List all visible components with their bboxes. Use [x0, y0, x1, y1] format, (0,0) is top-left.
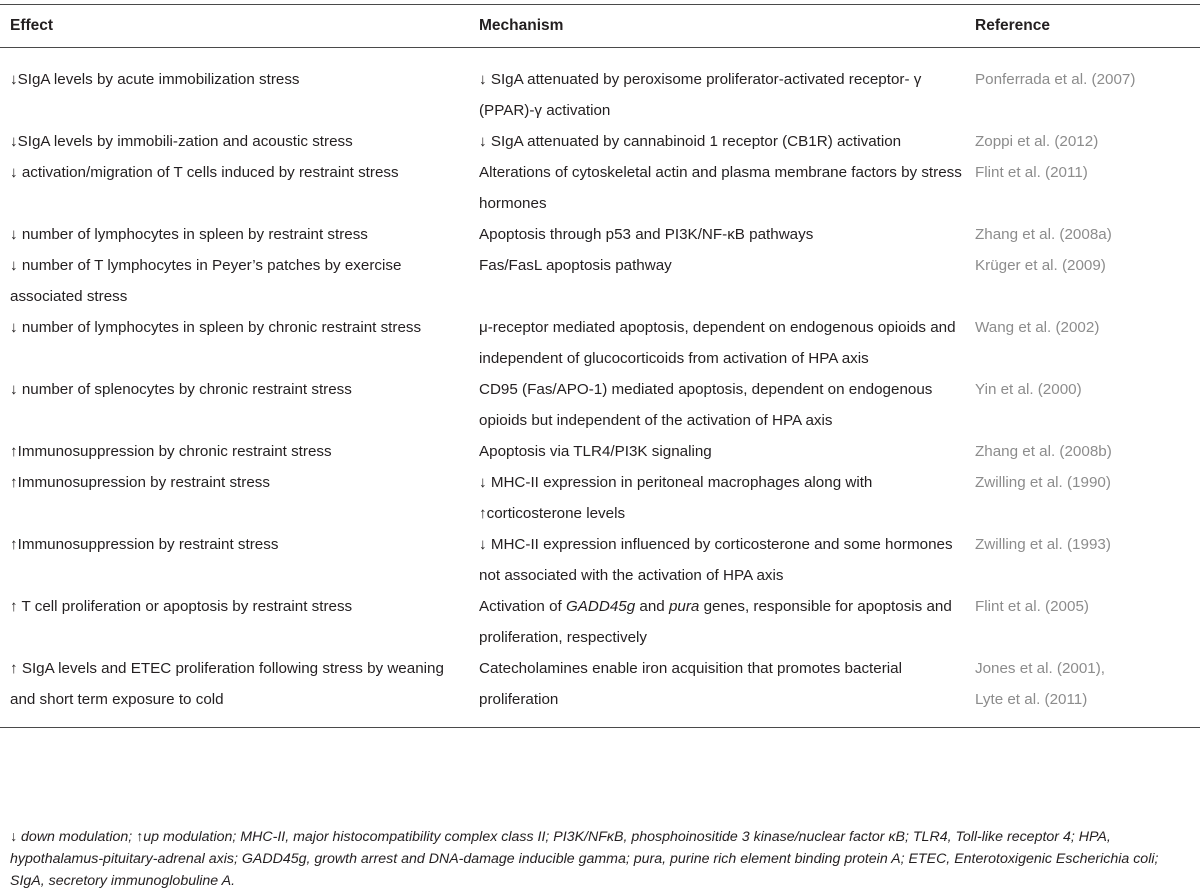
stress-effects-table — [0, 4, 1200, 728]
effect-cell: ↓ number of lymphocytes in spleen by restraint stress — [10, 226, 368, 243]
mechanism-text: genes, responsible for apoptosis and proliferation, respectively — [479, 598, 952, 646]
effect-cell: ↑Immunosupression by restraint stress — [10, 474, 270, 491]
reference-cell: Flint et al. (2011) — [975, 164, 1088, 181]
table-row — [0, 48, 1200, 127]
reference-cell: Zhang et al. (2008a) — [975, 226, 1112, 243]
reference-cell: Zwilling et al. (1990) — [975, 474, 1111, 491]
effect-cell: ↓ activation/migration of T cells induced by restraint stress — [10, 164, 399, 181]
mechanism-cell: ↓ SIgA attenuated by peroxisome proliferator-activated receptor- γ (PPAR)-γ activation — [479, 71, 922, 119]
effect-cell: ↑Immunosuppression by chronic restraint stress — [10, 443, 332, 460]
mechanism-text: Activation of — [479, 598, 566, 615]
table-row — [0, 219, 1200, 250]
mechanism-cell: μ-receptor mediated apoptosis, dependent on endogenous opioids and independent of glucocorticoids from activation of HPA axis — [479, 319, 956, 367]
mechanism-cell: ↓ MHC-II expression influenced by corticosterone and some hormones not associated with the activation of HPA axis — [479, 536, 953, 584]
gene-name-gadd45g: GADD45g — [565, 598, 636, 615]
header-mechanism: Mechanism — [479, 17, 564, 34]
reference-cell: Krüger et al. (2009) — [975, 257, 1106, 274]
effect-cell: ↓ number of lymphocytes in spleen by chronic restraint stress — [10, 319, 422, 336]
table-row — [0, 591, 1200, 653]
table-row — [0, 126, 1200, 157]
mechanism-cell: Fas/FasL apoptosis pathway — [479, 257, 672, 274]
effect-cell: ↑ SIgA levels and ETEC proliferation following stress by weaning and short term exposure to cold — [10, 660, 444, 708]
reference-cell: Ponferrada et al. (2007) — [975, 71, 1136, 88]
reference-line: Lyte et al. (2011) — [975, 691, 1088, 708]
effect-cell: ↑Immunosuppression by restraint stress — [10, 536, 279, 553]
reference-cell: Wang et al. (2002) — [975, 319, 1100, 336]
header-effect: Effect — [10, 17, 54, 34]
table-footnote: ↓ down modulation; ↑up modulation; MHC-II, major histocompatibility complex class II; PI3K/NFκB, phosphoinositide 3 kinase/nuclear factor κB; TLR4, Toll-like receptor 4; HPA, hypothalamus-pituitary-adrenal axis; GADD45g, growth arrest and DNA-damage inducible gamma; pura, purine rich element binding protein A; ETEC, Enterotoxigenic Escherichia coli; SIgA, secretory immunoglobuline A. — [10, 829, 1159, 889]
mechanism-cell: Alterations of cytoskeletal actin and plasma membrane factors by stress hormones — [479, 164, 962, 212]
table-row — [0, 374, 1200, 436]
reference-line: Jones et al. (2001), — [975, 660, 1106, 677]
table-row — [0, 529, 1200, 591]
reference-cell: Zwilling et al. (1993) — [975, 536, 1111, 553]
table-row — [0, 312, 1200, 374]
effect-cell: ↓SIgA levels by immobili-zation and acoustic stress — [10, 133, 353, 150]
effect-cell: ↓SIgA levels by acute immobilization stress — [10, 71, 300, 88]
reference-cell: Zoppi et al. (2012) — [975, 133, 1099, 150]
reference-cell: Flint et al. (2005) — [975, 598, 1089, 615]
header-reference: Reference — [975, 17, 1050, 34]
reference-cell: Yin et al. (2000) — [975, 381, 1082, 398]
gene-name-pura: pura — [668, 598, 700, 615]
mechanism-cell: CD95 (Fas/APO-1) mediated apoptosis, dependent on endogenous opioids but independent of the activation of HPA axis — [479, 381, 933, 429]
effect-cell: ↑ T cell proliferation or apoptosis by restraint stress — [10, 598, 353, 615]
table-header-row — [0, 5, 1200, 48]
mechanism-cell — [479, 591, 975, 653]
table-row — [0, 157, 1200, 219]
mechanism-cell: ↓ SIgA attenuated by cannabinoid 1 receptor (CB1R) activation — [479, 133, 902, 150]
mechanism-cell: Catecholamines enable iron acquisition that promotes bacterial proliferation — [479, 660, 902, 708]
reference-cell: Zhang et al. (2008b) — [975, 443, 1112, 460]
mechanism-cell: Apoptosis through p53 and PI3K/NF-κB pathways — [479, 226, 814, 243]
mechanism-cell: ↓ MHC-II expression in peritoneal macrophages along with ↑corticosterone levels — [479, 474, 873, 522]
table-row — [0, 436, 1200, 467]
table-row — [0, 467, 1200, 529]
reference-cell — [975, 653, 1200, 728]
table-row — [0, 250, 1200, 312]
table-row — [0, 653, 1200, 728]
effect-cell: ↓ number of T lymphocytes in Peyer’s patches by exercise associated stress — [10, 257, 402, 305]
mechanism-text: and — [635, 598, 669, 615]
effect-cell: ↓ number of splenocytes by chronic restraint stress — [10, 381, 352, 398]
mechanism-cell: Apoptosis via TLR4/PI3K signaling — [479, 443, 712, 460]
